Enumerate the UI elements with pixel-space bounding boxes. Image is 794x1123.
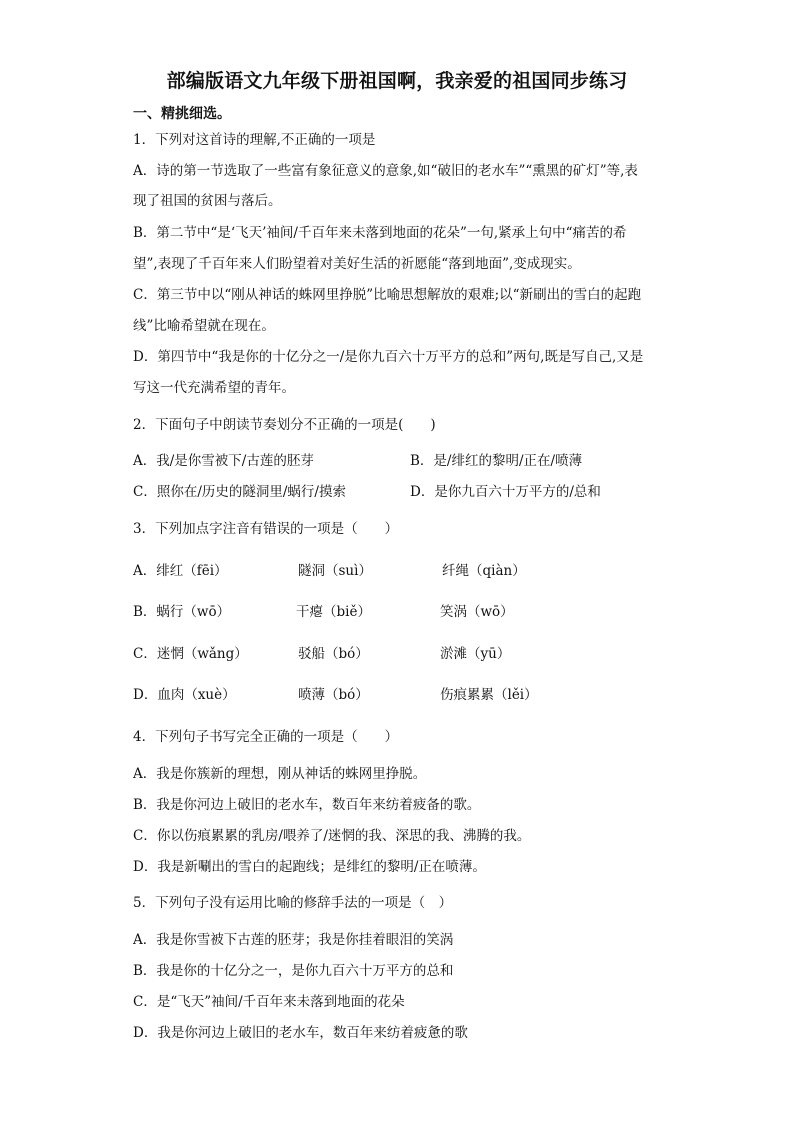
q3-row-b-col3: 笑涡（wō） xyxy=(440,604,514,620)
q4-option-d: D．我是新唰出的雪白的起跑线；是绯红的黎明/正在喷薄。 xyxy=(133,859,486,875)
q2-option-d: D．是你九百六十万平方的/总和 xyxy=(410,484,601,500)
q1-option-b-line1: B．第二节中“是‘飞天’袖间/千百年来未落到地面的花朵”一句,紧承上句中“痛苦的希 xyxy=(133,225,627,241)
section-heading: 一、精挑细选。 xyxy=(133,106,231,122)
q1-option-a-line1: A．诗的第一节选取了一些富有象征意义的意象,如“破旧的老水车”“熏黑的矿灯”等,表 xyxy=(133,163,638,179)
q3-row-d-col2: 喷薄（bó） xyxy=(298,687,369,703)
q3-row-c-col3: 淤滩（yū） xyxy=(440,646,511,662)
q4-option-b: B．我是你河边上破旧的老水车，数百年来纺着疲备的歌。 xyxy=(133,797,481,813)
q4-stem: 4．下列句子书写完全正确的一项是（ ） xyxy=(133,729,399,745)
q1-option-c-line2: 线”比喻希望就在现在。 xyxy=(133,318,275,334)
q3-row-c-col2: 驳船（bó） xyxy=(298,646,369,662)
q4-option-c: C．你以伤痕累累的乳房/喂养了/迷惘的我、深思的我、沸腾的我。 xyxy=(133,828,531,844)
q1-option-a-line2: 现了祖国的贫困与落后。 xyxy=(133,193,282,209)
q2-option-c: C．照你在/历史的隧洞里/蜗行/摸索 xyxy=(133,484,346,500)
q5-option-d: D．我是你河边上破旧的老水车，数百年来纺着疲惫的歌 xyxy=(133,1025,468,1041)
q1-option-c-line1: C．第三节中以“刚从神话的蛛网里挣脱”比喻思想解放的艰难;以“新刷出的雪白的起跑 xyxy=(133,287,642,303)
q3-stem: 3．下列加点字注音有错误的一项是（ ） xyxy=(133,521,399,537)
q5-stem: 5．下列句子没有运用比喻的修辞手法的一项是（ ） xyxy=(133,895,453,911)
q3-row-b-col2: 干瘪（biě） xyxy=(296,604,371,620)
q1-stem: 1．下列对这首诗的理解,不正确的一项是 xyxy=(133,132,376,148)
q3-row-a-col2: 隧洞（suì） xyxy=(298,563,372,579)
q1-option-d-line2: 写这一代充满希望的青年。 xyxy=(133,380,295,396)
q5-option-a: A．我是你雪被下古莲的胚芽；我是你挂着眼泪的笑涡 xyxy=(133,932,454,948)
q3-row-d-col3: 伤痕累累（lěi） xyxy=(440,687,538,703)
q3-row-c-col1: C．迷惘（wǎng） xyxy=(133,646,248,662)
q1-option-d-line1: D．第四节中“我是你的十亿分之一/是你九百六十万平方的总和”两句,既是写自己,又是 xyxy=(133,349,644,365)
q1-option-b-line2: 望”,表现了千百年来人们盼望着对美好生活的祈愿能“落到地面”,变成现实。 xyxy=(133,256,581,272)
q3-row-d-col1: D．血肉（xuè） xyxy=(133,687,236,703)
q5-option-c: C．是“飞天”袖间/千百年来未落到地面的花朵 xyxy=(133,994,405,1010)
q3-row-b-col1: B．蜗行（wō） xyxy=(133,604,231,620)
q4-option-a: A．我是你簇新的理想，刚从神话的蛛网里挣脱。 xyxy=(133,766,427,782)
q2-option-b: B．是/绯红的黎明/正在/喷薄 xyxy=(410,453,583,469)
q2-option-a: A．我/是你雪被下/古莲的胚芽 xyxy=(133,453,314,469)
q3-row-a-col3: 纤绳（qiàn） xyxy=(442,563,526,579)
q2-stem: 2．下面句子中朗读节奏划分不正确的一项是( ) xyxy=(133,417,436,433)
q3-row-a-col1: A．绯红（fēi） xyxy=(133,563,228,579)
page-title: 部编版语文九年级下册祖国啊，我亲爱的祖国同步练习 xyxy=(166,70,628,92)
q5-option-b: B．我是你的十亿分之一，是你九百六十万平方的总和 xyxy=(133,963,454,979)
